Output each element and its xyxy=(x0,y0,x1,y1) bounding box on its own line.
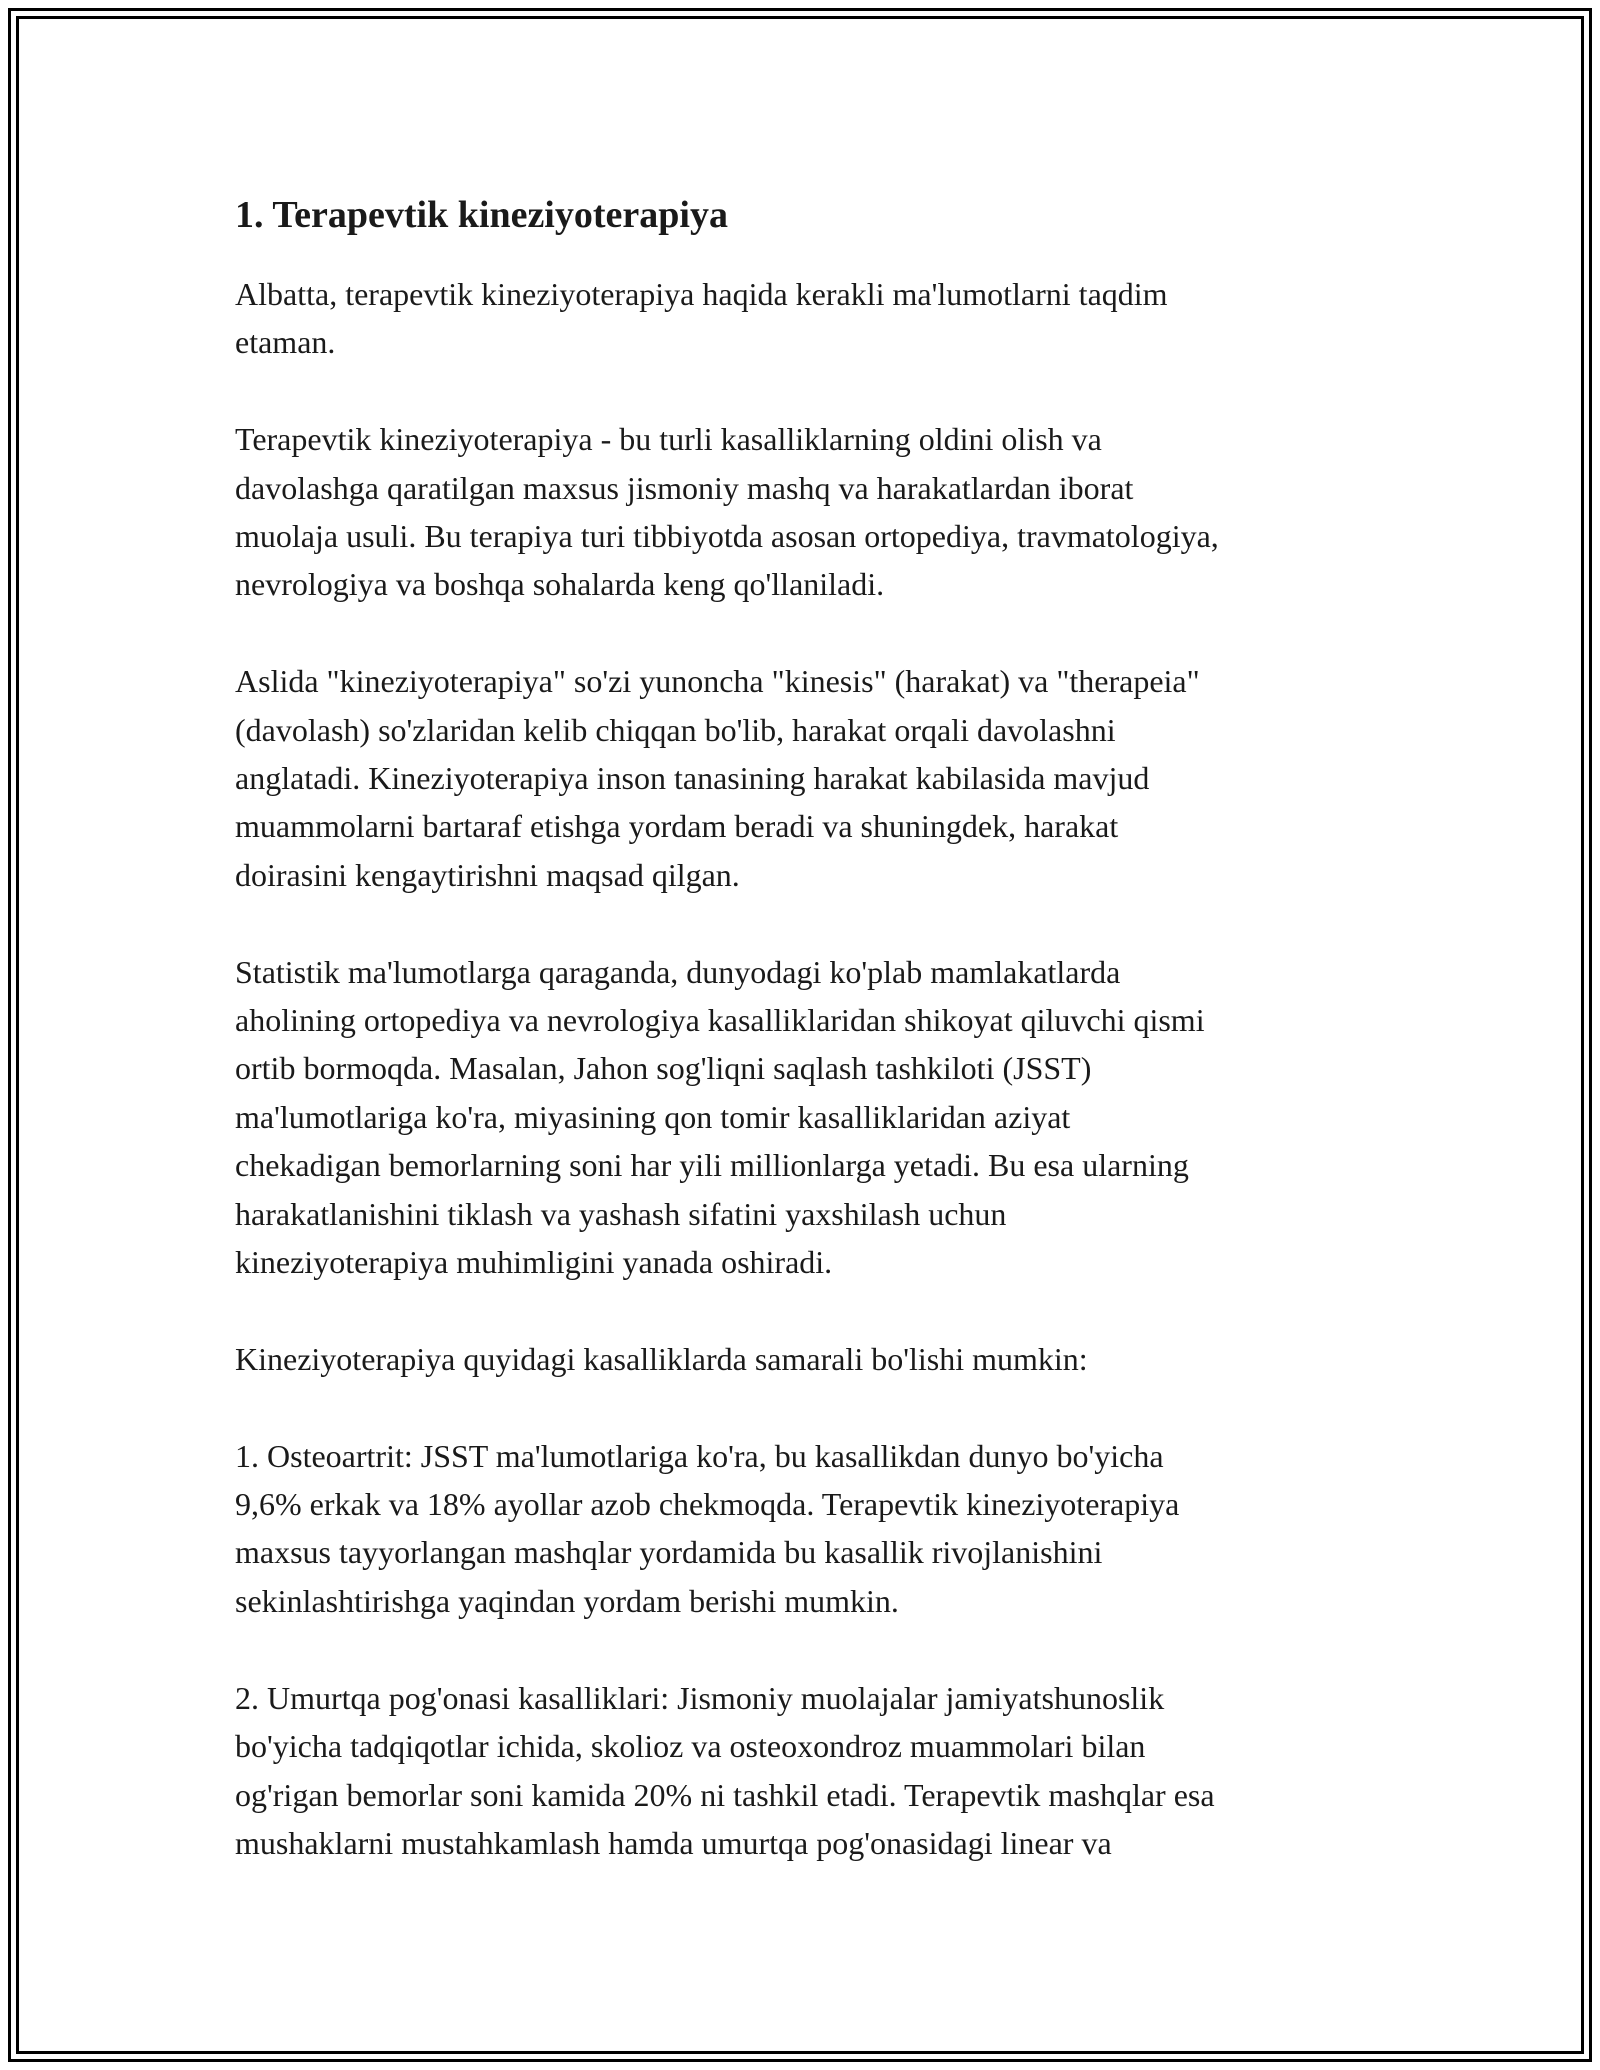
text-line: og'rigan bemorlar soni kamida 20% ni tashkil etadi. Terapevtik mashqlar esa xyxy=(235,1776,1215,1813)
paragraph-intro xyxy=(235,270,1375,367)
text-line: nevrologiya va boshqa sohalarda keng qo'llaniladi. xyxy=(235,566,885,603)
text-line: ortib bormoqda. Masalan, Jahon sog'liqni saqlash tashkiloti (JSST) xyxy=(235,1050,1092,1087)
text-line: (davolash) so'zlaridan kelib chiqqan bo'lib, harakat orqali davolashni xyxy=(235,711,1116,748)
text-line: chekadigan bemorlarning soni har yili millionlarga yetadi. Bu esa ularning xyxy=(235,1147,1189,1184)
paragraph-item-osteoarthritis xyxy=(235,1432,1375,1626)
text-line: muolaja usuli. Bu terapiya turi tibbiyotda asosan ortopediya, travmatologiya, xyxy=(235,518,1219,555)
text-line: davolashga qaratilgan maxsus jismoniy mashq va harakatlardan iborat xyxy=(235,469,1134,506)
document-title: 1. Terapevtik kineziyoterapiya xyxy=(235,194,728,236)
text-line: harakatlanishini tiklash va yashash sifatini yaxshilash uchun xyxy=(235,1195,1007,1232)
text-line: Statistik ma'lumotlarga qaraganda, dunyodagi ko'plab mamlakatlarda xyxy=(235,953,1121,990)
text-line: Albatta, terapevtik kineziyoterapiya haqida kerakli ma'lumotlarni taqdim xyxy=(235,276,1168,312)
text-line: anglatadi. Kineziyoterapiya inson tanasining harakat kabilasida mavjud xyxy=(235,760,1150,797)
text-line: 9,6% erkak va 18% ayollar azob chekmoqda. Terapevtik kineziyoterapiya xyxy=(235,1486,1180,1523)
text-line: maxsus tayyorlangan mashqlar yordamida bu kasallik rivojlanishini xyxy=(235,1534,1103,1571)
text-line: Terapevtik kineziyoterapiya - bu turli kasalliklarning oldini olish va xyxy=(235,421,1102,458)
text-line: etaman. xyxy=(235,324,336,361)
text-line: Aslida "kineziyoterapiya" so'zi yunoncha "kinesis" (harakat) va "therapeia" xyxy=(235,663,1200,700)
paragraph-list-intro xyxy=(235,1335,1375,1383)
paragraph-definition xyxy=(235,415,1375,609)
text-line: muammolarni bartaraf etishga yordam beradi va shuningdek, harakat xyxy=(235,808,1119,845)
document-body xyxy=(235,188,1375,1916)
text-line: ma'lumotlariga ko'ra, miyasining qon tomir kasalliklaridan aziyat xyxy=(235,1098,1071,1135)
text-line: kineziyoterapiya muhimligini yanada oshiradi. xyxy=(235,1244,833,1281)
text-line: mushaklarni mustahkamlash hamda umurtqa pog'onasidagi linear va xyxy=(235,1824,1112,1861)
text-line: 2. Umurtqa pog'onasi kasalliklari: Jismoniy muolajalar jamiyatshunoslik xyxy=(235,1679,1165,1716)
text-line: 1. Osteoartrit: JSST ma'lumotlariga ko'ra, bu kasallikdan dunyo bo'yicha xyxy=(235,1437,1164,1474)
text-line: Kineziyoterapiya quyidagi kasalliklarda samarali bo'lishi mumkin: xyxy=(235,1340,1088,1377)
paragraph-item-spine xyxy=(235,1674,1375,1868)
text-line: sekinlashtirishga yaqindan yordam berishi mumkin. xyxy=(235,1582,899,1619)
text-line: aholining ortopediya va nevrologiya kasalliklaridan shikoyat qiluvchi qismi xyxy=(235,1002,1205,1039)
paragraph-etymology xyxy=(235,657,1375,899)
paragraph-statistics xyxy=(235,948,1375,1287)
text-line: doirasini kengaytirishni maqsad qilgan. xyxy=(235,856,740,893)
text-line: bo'yicha tadqiqotlar ichida, skolioz va osteoxondroz muammolari bilan xyxy=(235,1728,1146,1765)
